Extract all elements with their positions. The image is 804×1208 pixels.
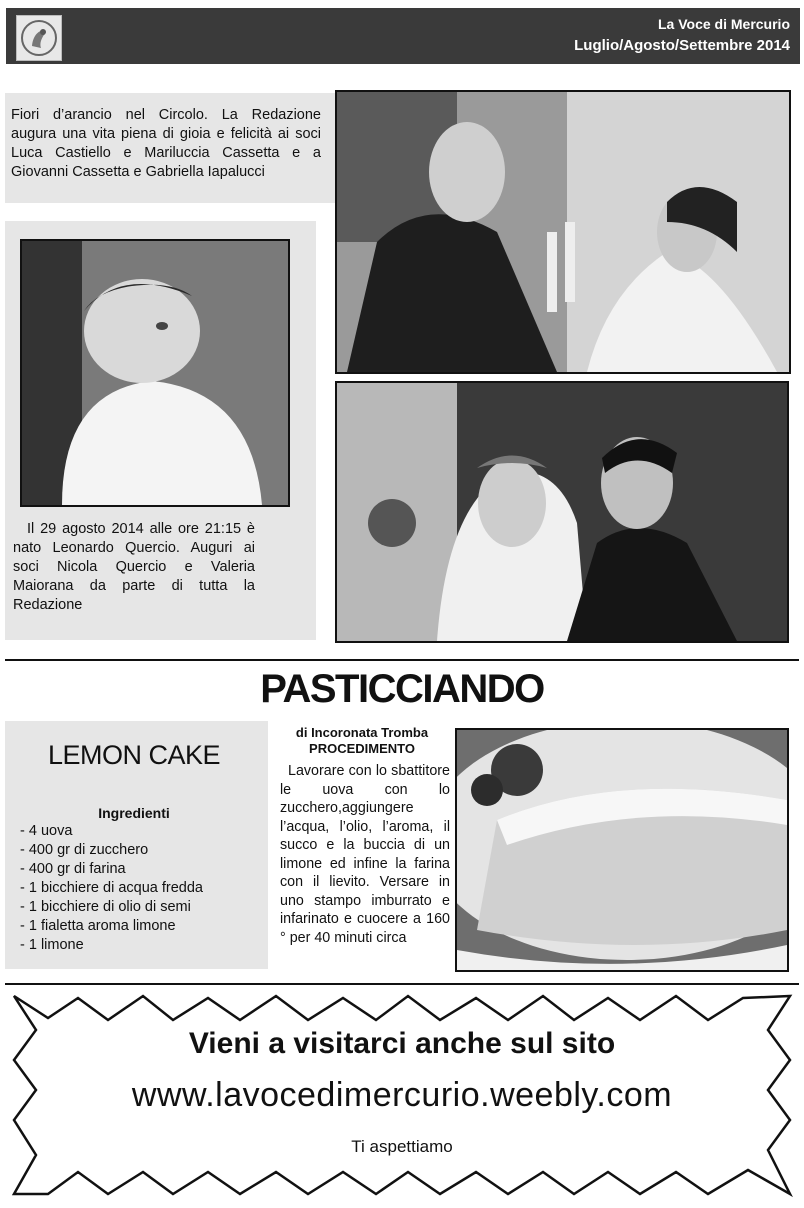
- ingredient-item: - 400 gr di farina: [20, 861, 126, 877]
- banner-tagline: Ti aspettiamo: [351, 1137, 453, 1156]
- section-title: PASTICCIANDO: [260, 667, 544, 711]
- wedding-note-text: Fiori d’arancio nel Circolo. La Redazione augura una vita piena di gioia e felicità ai soci Luca Castiello e Mariluccia Cassetta e a Giovanni Cassetta e Gabriella Iapalucci: [11, 107, 321, 180]
- ingredients-heading: Ingredienti: [98, 805, 170, 821]
- masthead: [6, 8, 800, 64]
- lemon-cake-photo: [455, 728, 789, 972]
- section-divider: [5, 659, 799, 661]
- birth-note-text: Il 29 agosto 2014 alle ore 21:15 è nato Leonardo Quercio. Auguri ai soci Nicola Quercio e Valeria Maiorana da parte di tutta la Redazione: [13, 521, 255, 613]
- procedure-text: Lavorare con lo sbattitore le uova con lo zucchero,aggiungere l’acqua, l’olio, l’aroma, il succo e la buccia di un limone ed infine la farina con il lievito. Versare in uno stampo imburrato e infarinato e cuocere a 160 ° per 40 minuti circa: [280, 763, 450, 946]
- ingredient-item: - 1 bicchiere di acqua fredda: [20, 880, 203, 896]
- wedding-toast-photo: [335, 90, 791, 374]
- procedure-heading: PROCEDIMENTO: [309, 741, 415, 756]
- newsletter-title: La Voce di Mercurio: [658, 16, 790, 32]
- ingredient-item: - 1 bicchiere di olio di semi: [20, 899, 191, 915]
- ingredient-item: - 1 limone: [20, 937, 84, 953]
- recipe-title: LEMON CAKE: [47, 740, 221, 770]
- ingredient-item: - 400 gr di zucchero: [20, 842, 149, 858]
- ingredient-item: - 1 fialetta aroma limone: [20, 918, 176, 934]
- recipe-author: di Incoronata Tromba: [295, 725, 429, 740]
- issue-date: Luglio/Agosto/Settembre 2014: [574, 37, 790, 54]
- banner-headline: Vieni a visitarci anche sul sito: [188, 1027, 616, 1060]
- banner-divider: [5, 983, 799, 985]
- ingredients-list: [20, 822, 203, 955]
- ingredient-item: - 4 uova: [20, 823, 73, 839]
- logo-icon: [16, 15, 62, 61]
- baby-photo: [20, 239, 290, 507]
- wedding-couple-photo: [335, 381, 789, 643]
- website-link[interactable]: www.lavocedimercurio.weebly.com: [131, 1076, 673, 1114]
